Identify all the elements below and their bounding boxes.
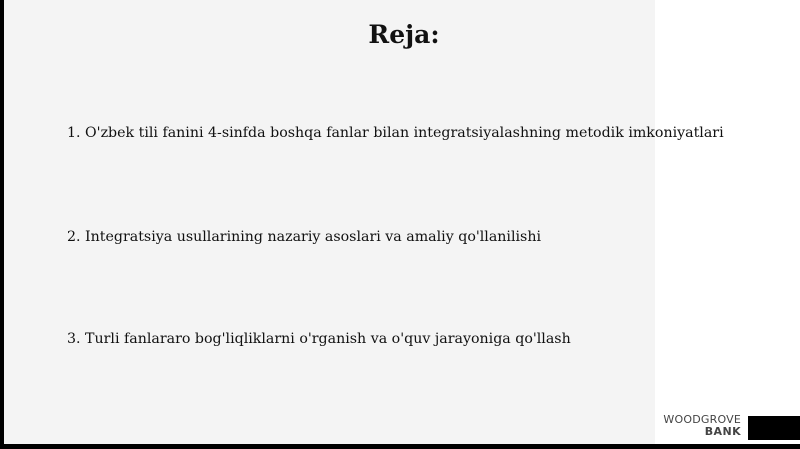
logo-black-block [748,416,800,440]
plan-item-3: 3. Turli fanlararo bog'liqliklarni o'rganish va o'quv jarayoniga qo'llash [67,331,571,347]
slide-canvas [4,0,655,444]
side-panel-bottom-border [655,444,800,449]
slide-title: Reja: [368,20,440,49]
plan-item-1: 1. O'zbek tili fanini 4-sinfda boshqa fanlar bilan integratsiyalashning metodik imkoniyatlari [67,125,724,141]
logo-text-bank: BANK [704,425,741,438]
plan-item-2: 2. Integratsiya usullarining nazariy asoslari va amaliy qo'llanilishi [67,229,541,245]
woodgrove-bank-logo [657,414,741,438]
logo-text-woodgrove: WOODGROVE [663,413,741,426]
side-panel [655,0,800,449]
